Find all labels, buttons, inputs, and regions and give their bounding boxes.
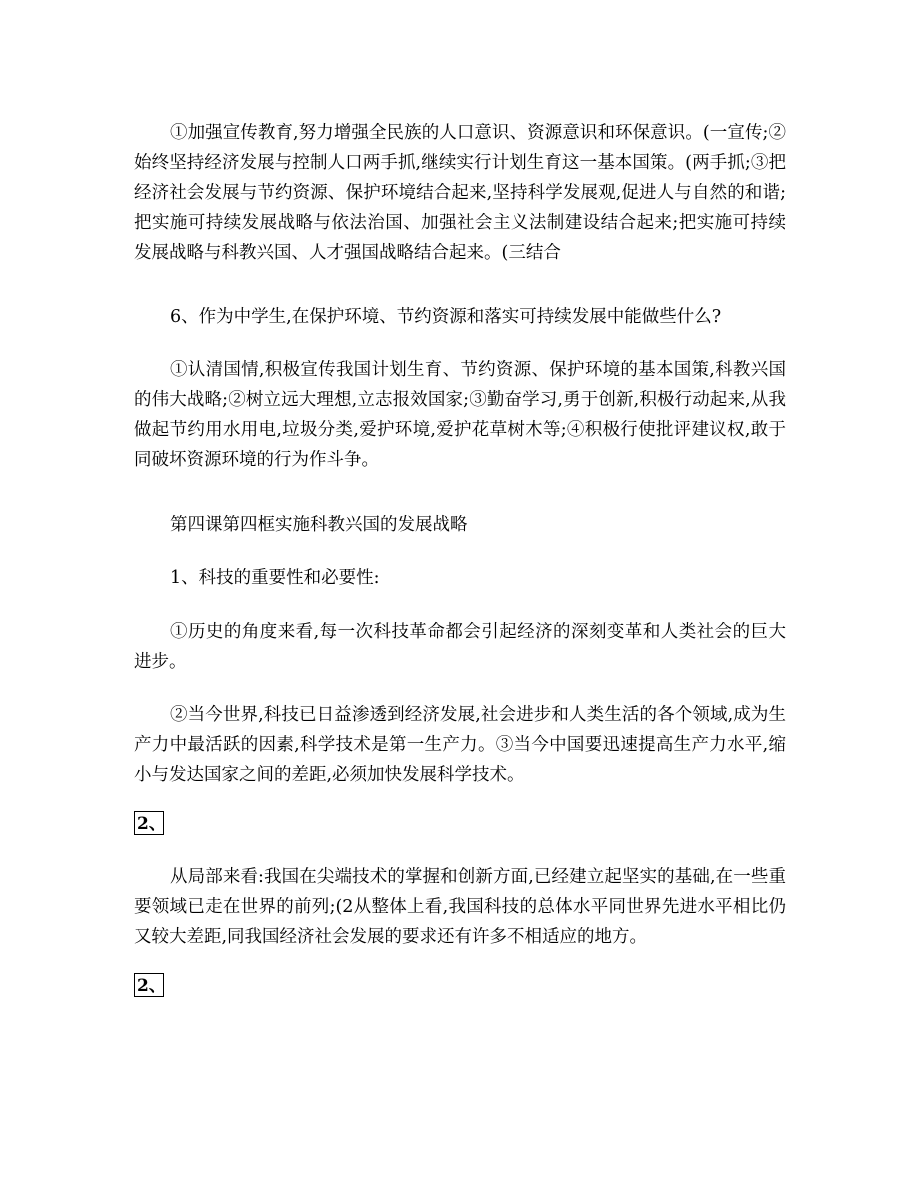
- question-1-heading: 1、科技的重要性和必要性:: [170, 568, 380, 588]
- paragraph-local-overall: 从局部来看:我国在尖端技术的掌握和创新方面,已经建立起坚实的基础,在一些重要领域已走在世界的前列;(2从整体上看,我国科技的总体水平同世界先进水平相比仍又较大差距,同我国经济社会发展的要求还有许多不相适应的地方。: [134, 867, 786, 947]
- lesson-title: 第四课第四框实施科教兴国的发展战略: [170, 515, 468, 535]
- boxed-section-label: 2、: [134, 973, 164, 997]
- paragraph-student-actions: ①认清国情,积极宣传我国计划生育、节约资源、保护环境的基本国策,科教兴国的伟大战略;②树立远大理想,立志报效国家;③勤奋学习,勇于创新,积极行动起来,从我做起节约用水用电,垃圾分类,爱护环境,爱护花草树木等;④积极行使批评建议权,敢于同破坏资源环境的行为作斗争。: [134, 360, 786, 470]
- paragraph-history-perspective: ①历史的角度来看,每一次科技革命都会引起经济的深刻变革和人类社会的巨大进步。: [134, 622, 786, 672]
- paragraph-current-world: ②当今世界,科技已日益渗透到经济发展,社会进步和人类生活的各个领域,成为生产力中最活跃的因素,科学技术是第一生产力。③当今中国要迅速提高生产力水平,缩小与发达国家之间的差距,必须加快发展科学技术。: [134, 705, 786, 785]
- boxed-section-label: 2、: [134, 811, 164, 835]
- paragraph-population-resource-measures: ①加强宣传教育,努力增强全民族的人口意识、资源意识和环保意识。(一宣传;②始终坚持经济发展与控制人口两手抓,继续实行计划生育这一基本国策。(两手抓;③把经济社会发展与节约资源、保护环境结合起来,坚持科学发展观,促进人与自然的和谐;把实施可持续发展战略与依法治国、加强社会主义法制建设结合起来;把实施可持续发展战略与科教兴国、人才强国战略结合起来。(三结合: [134, 123, 786, 263]
- question-6-heading: 6、作为中学生,在保护环境、节约资源和落实可持续发展中能做些什么?: [170, 307, 722, 327]
